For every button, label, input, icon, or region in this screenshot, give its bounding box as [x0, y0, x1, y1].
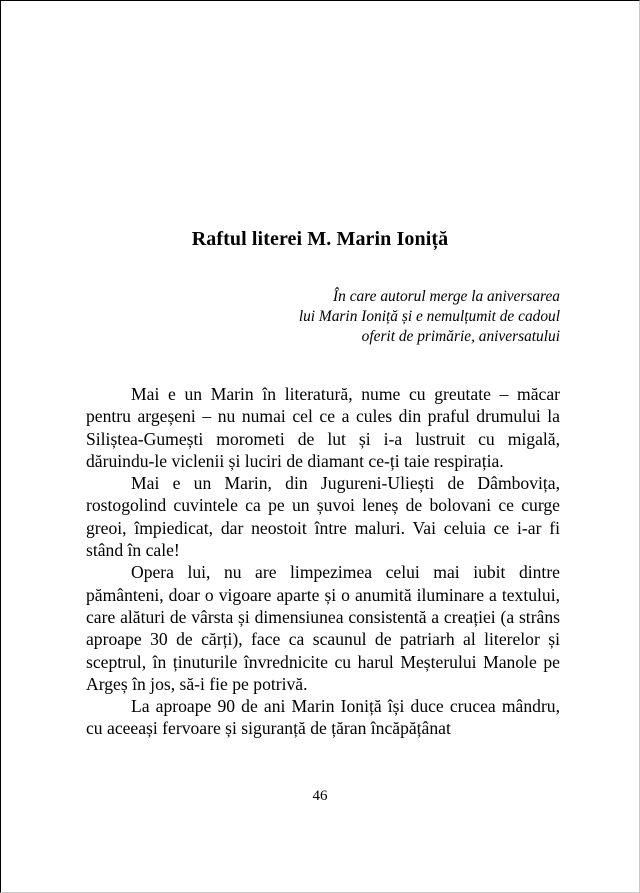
epigraph-line-1: În care autorul merge la aniversarea [333, 288, 560, 305]
paragraph-2: Mai e un Marin, din Jugureni-Uliești de Dâmbovița, rostogolind cuvintele ca pe un șuvoi leneș de bolovani ce curge greoi, împiedicat, dar neostoit între maluri. Vai celuia ce i-ar fi stând în cale! [86, 473, 560, 561]
epigraph [240, 287, 560, 347]
epigraph-line-2: lui Marin Ioniță și e nemulțumit de cadoul [298, 308, 560, 325]
paragraph-3: Opera lui, nu are limpezimea celui mai iubit dintre pământeni, doar o vigoare aparte și o anumită iluminare a textului, care alături de vârsta și dimensiunea consistentă a creației (a strâns aproape 30 de cărți), face ca scaunul de patriarh al literelor și sceptrul, în ținuturile învrednicite cu harul Meșterului Manole pe Argeș în jos, să-i fie pe potrivă. [86, 562, 560, 694]
chapter-title: Raftul literei M. Marin Ioniță [191, 228, 449, 250]
page-number: 46 [312, 788, 328, 804]
body-text [86, 383, 560, 740]
paragraph-1: Mai e un Marin în literatură, nume cu greutate – măcar pentru argeșeni – nu numai cel ce a cules din praful drumului la Siliștea-Gumești morometi de lut și i-a lustruit cu migală, dăruindu-le viclenii și luciri de diamant ce-ți taie respirația. [86, 384, 560, 471]
epigraph-line-3: oferit de primărie, aniversatului [361, 328, 560, 345]
paragraph-4: La aproape 90 de ani Marin Ioniță își duce crucea mândru, cu aceeași fervoare și siguranță de țăran încăpățânat [86, 696, 560, 739]
